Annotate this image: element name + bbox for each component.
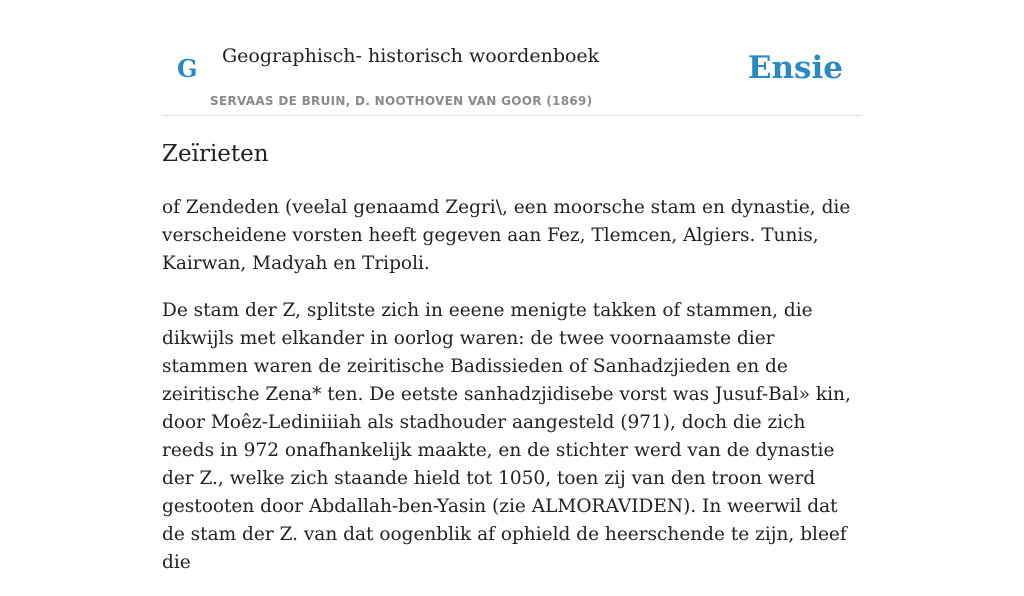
article-paragraph: De stam der Z, splitste zich in eeene menigte takken of stammen, die dikwijls met elkander in oorlog waren: de twee voornaamste dier stammen waren de zeiritische Badissieden of Sanhadzjieden en de zeiritische Zena* ten. De eetste sanhadzjidisebe vorst was Jusuf-Bal» kin, door Moêz-Lediniiiah als stadhouder aangesteld (971), doch die zich reeds in 972 onafhankelijk maakte, en de stichter werd van de dynastie der Z., welke zich staande hield tot 1050, toen zij van den troon werd gestooten door Abdallah-ben-Yasin (zie ALMORAVIDEN). In weerwil dat de stam der Z. van dat oogenblik af ophield de heerschende te zijn, bleef die [162, 300, 851, 573]
article [162, 138, 862, 596]
article-paragraph: of Zendeden (veelal genaamd Zegri\, een moorsche stam en dynastie, die verscheidene vorsten heeft gegeven aan Fez, Tlemcen, Algiers. Tunis, Kairwan, Madyah en Tripoli. [162, 197, 851, 274]
book-authors: SERVAAS DE BRUIN, D. NOOTHOVEN VAN GOOR (1869) [210, 94, 593, 108]
book-letter-link[interactable]: G [177, 54, 198, 83]
article-title: Zeïrieten [162, 141, 269, 167]
book-title[interactable]: Geographisch- historisch woordenboek [222, 45, 600, 67]
brand-logo[interactable]: Ensie [747, 50, 843, 86]
book-header [162, 0, 862, 116]
